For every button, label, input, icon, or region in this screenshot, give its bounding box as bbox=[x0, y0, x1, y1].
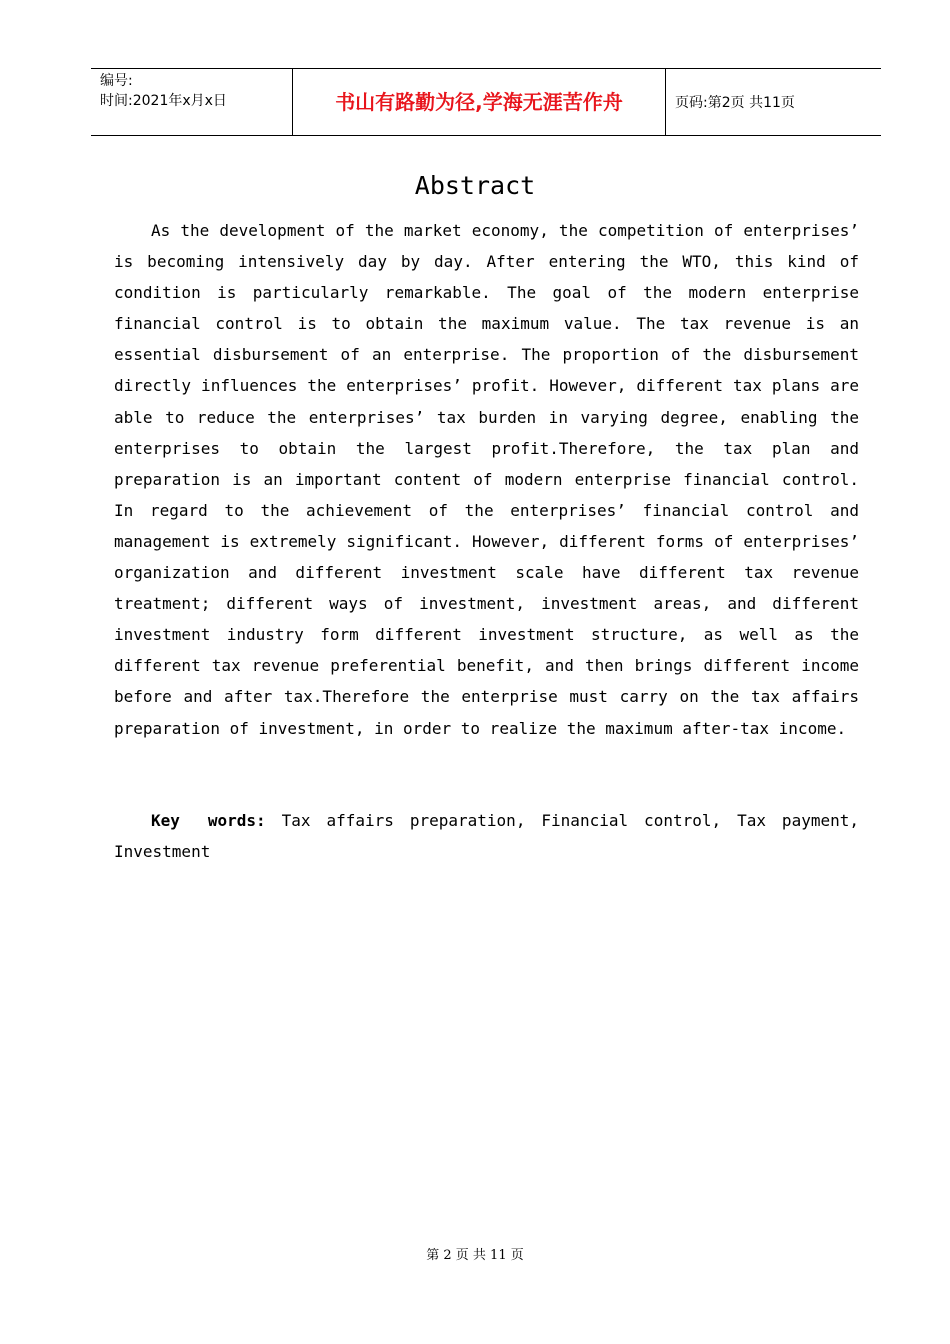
keywords-paragraph bbox=[114, 805, 859, 867]
page-footer: 第 2 页 共 11 页 bbox=[426, 1248, 524, 1263]
header-motto: 书山有路勤为径,学海无涯苦作舟 bbox=[335, 90, 623, 114]
keywords-label: Key words: bbox=[151, 811, 266, 830]
header-divider bbox=[665, 69, 666, 135]
header-meta bbox=[100, 71, 227, 111]
header-page-number: 页码:第2页 共11页 bbox=[675, 95, 795, 111]
date-line: 时间:2021年x月x日 bbox=[100, 93, 227, 109]
abstract-title: Abstract bbox=[414, 171, 536, 200]
keywords-text: Tax affairs preparation, Financial control, Tax payment, Investment bbox=[114, 811, 859, 861]
abstract-paragraph: As the development of the market economy, the competition of enterprises’ is becoming intensively day by day. After entering the WTO, this kind of condition is particularly remarkable. The goal of the modern enterprise financial control is to obtain the maximum value. The tax revenue is an essential disbursement of an enterprise. The proportion of the disbursement directly influences the enterprises’ profit. However, different tax plans are able to reduce the enterprises’ tax burden in varying degree, enabling the enterprises to obtain the largest profit.Therefore, the tax plan and preparation is an important content of modern enterprise financial control. In regard to the achievement of the enterprises’ financial control and management is extremely significant. However, different forms of enterprises’ organization and different investment scale have different tax revenue treatment; different ways of investment, investment areas, and different investment industry form different investment structure, as well as the different tax revenue preferential benefit, and then brings different income before and after tax.Therefore the enterprise must carry on the tax affairs preparation of investment, in order to realize the maximum after-tax income. bbox=[114, 221, 859, 738]
serial-number-label: 编号: bbox=[100, 73, 133, 89]
page-header bbox=[91, 68, 881, 136]
